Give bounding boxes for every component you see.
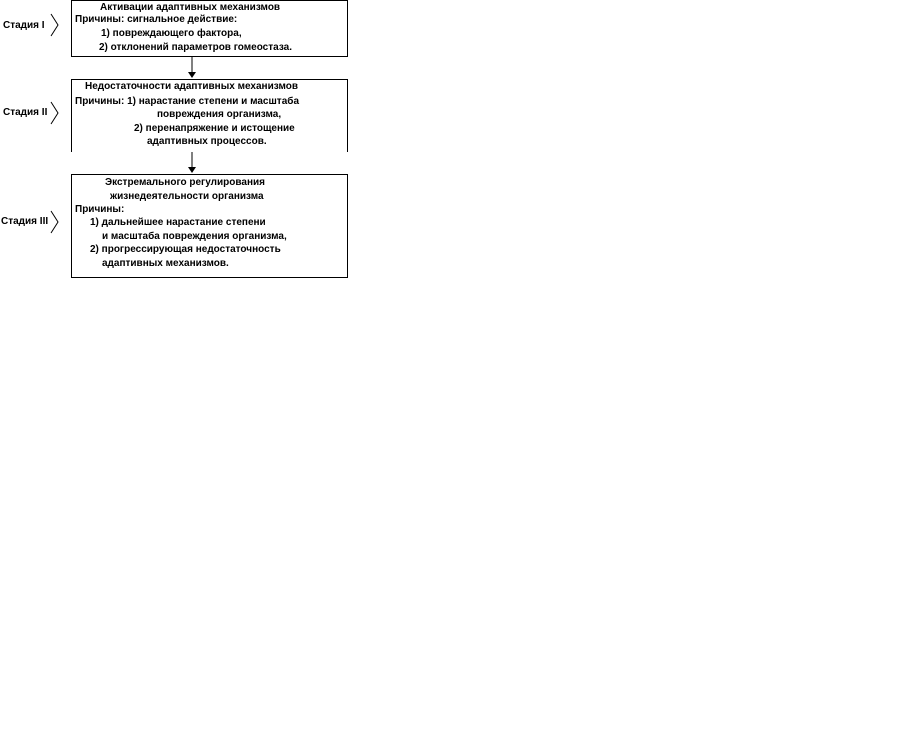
- connector-arrow-2: [187, 152, 197, 174]
- stage-1-title: Активации адаптивных механизмов: [100, 2, 281, 13]
- stage-3-box: [71, 174, 348, 278]
- stage-1-label: Стадия I: [3, 20, 45, 31]
- stage-3-cause-line: 2) прогрессирующая недостаточность: [90, 244, 281, 255]
- stage-2-label: Стадия II: [3, 107, 48, 118]
- stage-3-cause-line: адаптивных механизмов.: [102, 258, 229, 269]
- stage-1-cause-line: 2) отклонений параметров гомеостаза.: [99, 42, 293, 53]
- stage-3-arrow-icon: [50, 210, 60, 234]
- stage-2-arrow-icon: [50, 101, 60, 125]
- connector-arrow-1: [187, 57, 197, 79]
- stage-1-box: [71, 0, 348, 57]
- stage-2-title: Недостаточности адаптивных механизмов: [85, 81, 298, 92]
- stage-3-cause-line: 1) дальнейшее нарастание степени: [90, 217, 266, 228]
- stage-3-cause-line: Причины:: [75, 204, 125, 215]
- stage-1-cause-line: 1) повреждающего фактора,: [101, 28, 242, 39]
- stage-2-cause-line: адаптивных процессов.: [147, 136, 267, 147]
- stage-3-cause-line: и масштаба повреждения организма,: [102, 231, 287, 242]
- stage-2-box: [71, 79, 348, 152]
- stage-2-cause-line: 2) перенапряжение и истощение: [134, 123, 295, 134]
- stage-3-title-line: жизнедеятельности организма: [110, 191, 264, 202]
- stage-1-cause-line: Причины: сигнальное действие:: [75, 14, 238, 25]
- stage-3-title-line: Экстремального регулирования: [105, 177, 265, 188]
- stage-1-arrow-icon: [50, 13, 60, 37]
- stage-3-label: Стадия III: [1, 216, 49, 227]
- stage-2-cause-line: Причины: 1) нарастание степени и масштаба: [75, 96, 300, 107]
- stage-2-cause-line: повреждения организма,: [157, 109, 282, 120]
